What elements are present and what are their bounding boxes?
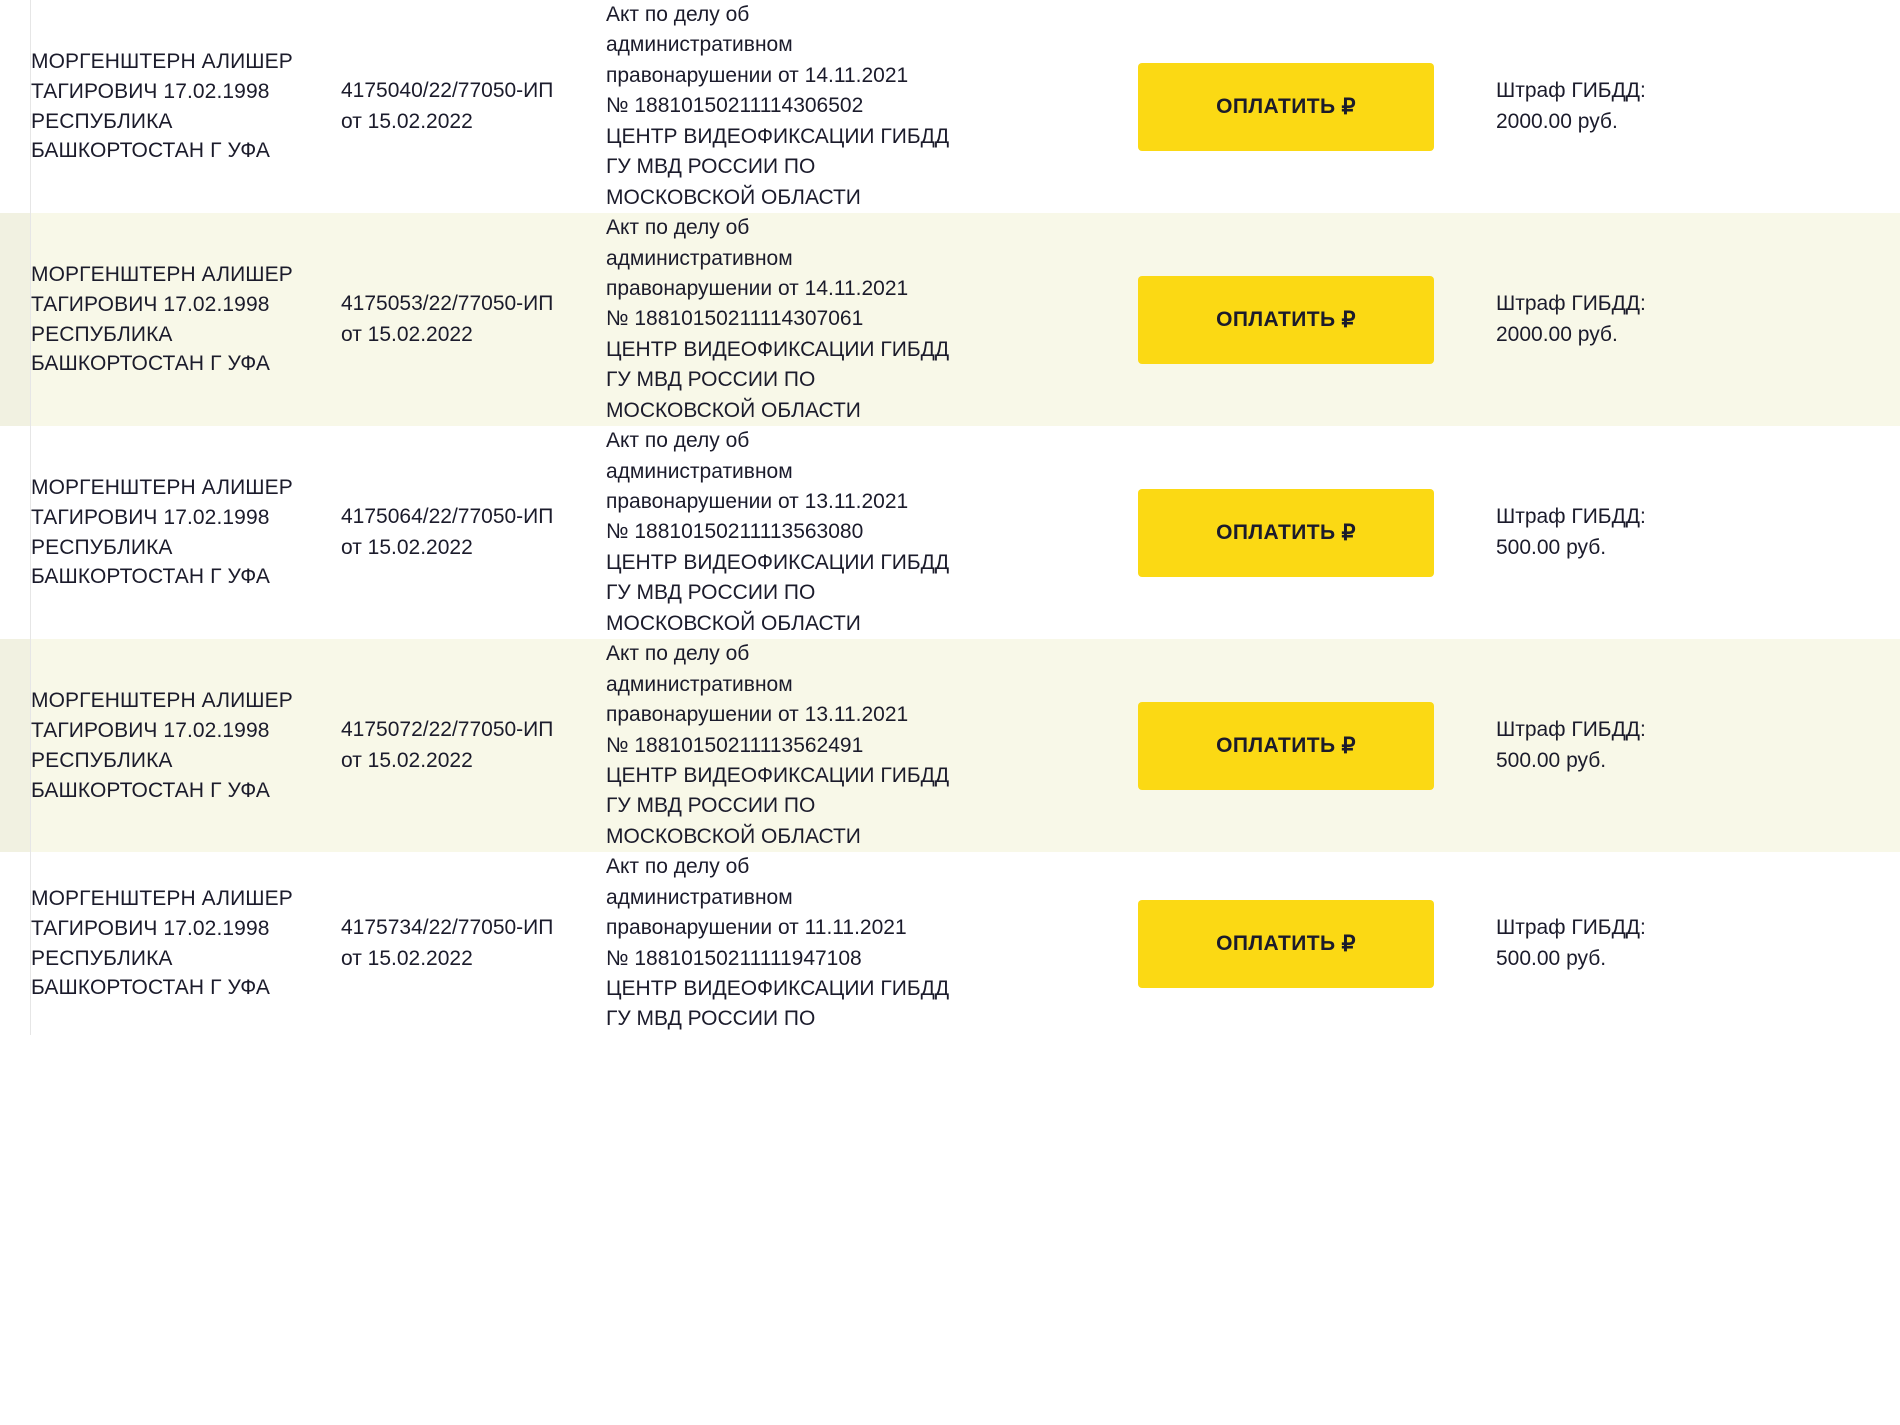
case-number-text: 4175053/22/77050-ИП: [341, 292, 554, 316]
case-date-text: от 15.02.2022: [341, 748, 473, 772]
document-line: ЦЕНТР ВИДЕОФИКСАЦИИ ГИБДД: [606, 550, 950, 574]
row-rail: [0, 426, 31, 639]
ruble-icon: ₽: [1341, 732, 1356, 758]
debtor-cell: [31, 852, 342, 1035]
row-rail: [0, 639, 31, 852]
case-number-text: 4175064/22/77050-ИП: [341, 505, 554, 529]
case-date-text: от 15.02.2022: [341, 109, 473, 133]
debtor-cell: [31, 639, 342, 852]
document-line: административном: [606, 246, 793, 270]
document-line: № 18810150211111947108: [606, 946, 862, 970]
table-row: [0, 639, 1900, 852]
document-line: ЦЕНТР ВИДЕОФИКСАЦИИ ГИБДД: [606, 337, 950, 361]
document-line: ГУ МВД РОССИИ ПО: [606, 1007, 816, 1031]
case-number-text: 4175734/22/77050-ИП: [341, 916, 554, 940]
pay-button[interactable]: [1138, 900, 1434, 988]
pay-button-label: ОПЛАТИТЬ: [1216, 931, 1336, 955]
document-line: МОСКОВСКОЙ ОБЛАСТИ: [606, 185, 861, 209]
document-cell: [606, 852, 1076, 1035]
pay-button[interactable]: [1138, 276, 1434, 364]
document-line: МОСКОВСКОЙ ОБЛАСТИ: [606, 398, 861, 422]
debtor-cell: [31, 0, 342, 213]
document-line: правонарушении от 14.11.2021: [606, 63, 909, 87]
document-line: Акт по делу об: [606, 3, 750, 26]
amount-cell: [1496, 639, 1900, 852]
row-rail: [0, 852, 31, 1035]
document-cell: [606, 213, 1076, 426]
document-line: Акт по делу об: [606, 429, 750, 453]
document-line: ЦЕНТР ВИДЕОФИКСАЦИИ ГИБДД: [606, 977, 950, 1000]
amount-label-text: Штраф ГИБДД:: [1496, 916, 1646, 940]
pay-cell: [1076, 426, 1496, 639]
document-line: № 18810150211113563080: [606, 520, 864, 544]
document-line: ГУ МВД РОССИИ ПО: [606, 794, 816, 818]
pay-button[interactable]: [1138, 702, 1434, 790]
amount-label-text: Штраф ГИБДД:: [1496, 718, 1646, 742]
pay-button-label: ОПЛАТИТЬ: [1216, 520, 1336, 544]
document-line: правонарушении от 11.11.2021: [606, 916, 907, 940]
amount-cell: [1496, 426, 1900, 639]
document-line: ЦЕНТР ВИДЕОФИКСАЦИИ ГИБДД: [606, 124, 950, 148]
pay-button-label: ОПЛАТИТЬ: [1216, 94, 1336, 118]
document-line: № 18810150211114307061: [606, 307, 864, 331]
pay-cell: [1076, 852, 1496, 1035]
debtor-cell: [31, 213, 342, 426]
debtor-name-text: МОРГЕНШТЕРН АЛИШЕР ТАГИРОВИЧ 17.02.1998 РЕСПУБЛИКА БАШКОРТОСТАН Г УФА: [31, 262, 293, 376]
document-line: № 18810150211114306502: [606, 94, 864, 118]
document-line: административном: [606, 459, 793, 483]
amount-cell: [1496, 213, 1900, 426]
amount-value-text: 500.00 руб.: [1496, 535, 1607, 559]
amount-value-text: 2000.00 руб.: [1496, 109, 1618, 133]
document-line: ГУ МВД РОССИИ ПО: [606, 581, 816, 605]
ruble-icon: ₽: [1341, 519, 1356, 545]
amount-value-text: 500.00 руб.: [1496, 946, 1607, 970]
document-line: административном: [606, 33, 793, 57]
pay-button-label: ОПЛАТИТЬ: [1216, 733, 1336, 757]
amount-label-text: Штраф ГИБДД:: [1496, 79, 1646, 103]
debtor-name-text: МОРГЕНШТЕРН АЛИШЕР ТАГИРОВИЧ 17.02.1998 РЕСПУБЛИКА БАШКОРТОСТАН Г УФА: [31, 886, 293, 1000]
pay-cell: [1076, 213, 1496, 426]
document-line: Акт по делу об: [606, 855, 750, 879]
case-date-text: от 15.02.2022: [341, 946, 473, 970]
pay-button[interactable]: [1138, 489, 1434, 577]
pay-cell: [1076, 0, 1496, 213]
document-line: административном: [606, 672, 793, 696]
document-line: правонарушении от 14.11.2021: [606, 276, 909, 300]
document-line: МОСКОВСКОЙ ОБЛАСТИ: [606, 611, 861, 635]
amount-label-text: Штраф ГИБДД:: [1496, 505, 1646, 529]
table-row: [0, 213, 1900, 426]
ruble-icon: ₽: [1341, 930, 1356, 956]
case-cell: [341, 0, 606, 213]
amount-value-text: 2000.00 руб.: [1496, 322, 1618, 346]
row-rail: [0, 0, 31, 213]
document-line: ГУ МВД РОССИИ ПО: [606, 155, 816, 179]
debtor-name-text: МОРГЕНШТЕРН АЛИШЕР ТАГИРОВИЧ 17.02.1998 РЕСПУБЛИКА БАШКОРТОСТАН Г УФА: [31, 476, 293, 589]
document-line: ЦЕНТР ВИДЕОФИКСАЦИИ ГИБДД: [606, 763, 950, 787]
case-number-text: 4175040/22/77050-ИП: [341, 79, 554, 103]
document-line: ГУ МВД РОССИИ ПО: [606, 368, 816, 392]
amount-cell: [1496, 852, 1900, 1035]
amount-cell: [1496, 0, 1900, 213]
document-line: № 18810150211113562491: [606, 733, 864, 757]
document-line: правонарушении от 13.11.2021: [606, 703, 909, 727]
amount-label-text: Штраф ГИБДД:: [1496, 292, 1646, 316]
row-rail: [0, 213, 31, 426]
document-line: административном: [606, 885, 793, 909]
ruble-icon: ₽: [1341, 306, 1356, 332]
debtor-cell: [31, 426, 342, 639]
debtor-name-text: МОРГЕНШТЕРН АЛИШЕР ТАГИРОВИЧ 17.02.1998 РЕСПУБЛИКА БАШКОРТОСТАН Г УФА: [31, 49, 293, 163]
ruble-icon: ₽: [1341, 93, 1356, 119]
table-row: [0, 0, 1900, 213]
document-line: правонарушении от 13.11.2021: [606, 490, 909, 513]
case-date-text: от 15.02.2022: [341, 535, 473, 559]
case-cell: [341, 852, 606, 1035]
document-cell: [606, 0, 1076, 213]
table-row: [0, 852, 1900, 1035]
case-cell: [341, 213, 606, 426]
amount-value-text: 500.00 руб.: [1496, 748, 1607, 772]
debtor-name-text: МОРГЕНШТЕРН АЛИШЕР ТАГИРОВИЧ 17.02.1998 РЕСПУБЛИКА БАШКОРТОСТАН Г УФА: [31, 689, 293, 802]
table-row: [0, 426, 1900, 639]
case-number-text: 4175072/22/77050-ИП: [341, 718, 554, 742]
pay-cell: [1076, 639, 1496, 852]
pay-button[interactable]: [1138, 63, 1434, 151]
document-line: Акт по делу об: [606, 216, 750, 240]
case-cell: [341, 639, 606, 852]
document-cell: [606, 426, 1076, 639]
pay-button-label: ОПЛАТИТЬ: [1216, 307, 1336, 331]
case-date-text: от 15.02.2022: [341, 322, 473, 346]
document-line: Акт по делу об: [606, 642, 750, 666]
document-cell: [606, 639, 1076, 852]
document-line: МОСКОВСКОЙ ОБЛАСТИ: [606, 824, 861, 848]
case-cell: [341, 426, 606, 639]
